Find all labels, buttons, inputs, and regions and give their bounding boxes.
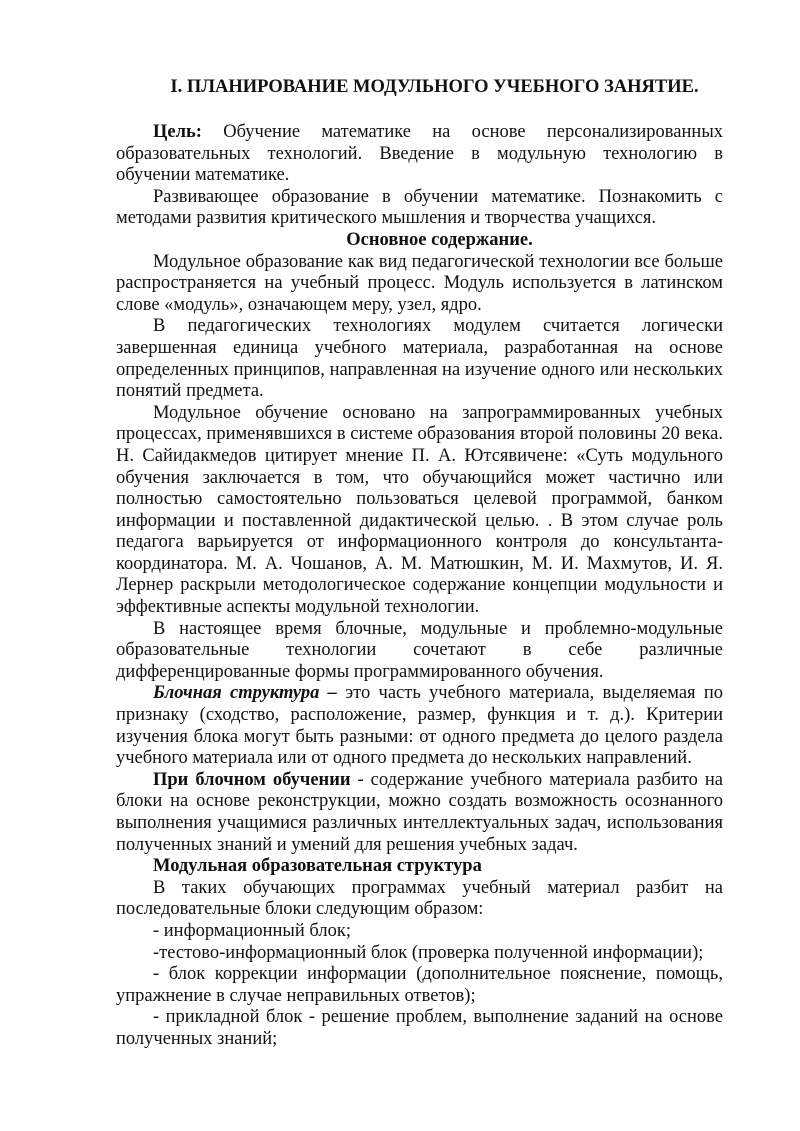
intro-paragraph-2: Развивающее образование в обучении математике. Познакомить с методами развития критического мышления и творчества учащихся. [116,186,723,229]
paragraph-2: В педагогических технологиях модулем считается логически завершенная единица учебного материала, разработанная на основе определенных принципов, направленная на изучение одного или нескольких понятий предмета. [116,316,723,402]
block-learning-term: При блочном обучении [153,769,351,790]
paragraph-4: В настоящее время блочные, модульные и проблемно-модульные образовательные технологии сочетают в себе различные дифференцированные формы программированного обучения. [116,618,723,682]
paragraph-1: Модульное образование как вид педагогической технологии все больше распространяется на учебный процесс. Модуль используется в латинском слове «модуль», означающем меру, узел, ядро. [116,251,723,315]
block-structure-text: это часть учебного материала, выделяемая по признаку (сходство, расположение, размер, функция и т. д.). Критерии изучения блока могут быть разными: от одного предмета до целого раздела учебного материала или от одного предмета до нескольких направлений. [116,683,723,769]
list-item: - прикладной блок - решение проблем, выполнение заданий на основе полученных знаний; [116,1007,723,1049]
list-item: - блок коррекции информации (дополнительное пояснение, помощь, упражнение в случае неправильных ответов); [116,964,723,1006]
block-learning-paragraph [116,770,723,856]
paragraph-3: Модульное обучение основано на запрограммированных учебных процессах, применявшихся в системе образования второй половины 20 века. Н. Сайидакмедов цитирует мнение П. А. Ютсявичене: «Суть модульного обучения заключается в том, что обучающийся может частично или полностью самостоятельно пользоваться целевой программой, банком информации и поставленной дидактической целью. . В этом случае роль педагога варьируется от информационного контроля до консультанта-координатора. М. А. Чошанов, А. М. Матюшкин, М. И. Махмутов, И. Я. Лернер раскрыли методологическое содержание концепции модульности и эффективные аспекты модульной технологии. [116,402,723,618]
modular-structure-heading: Модульная образовательная структура [153,856,482,877]
goal-paragraph [116,122,723,187]
block-structure-paragraph [116,683,723,769]
block-learning-text: - содержание учебного материала разбито на блоки на основе реконструкции, можно создать возможность осознанного выполнения учащимися различных интеллектуальных задач, использования полученных знаний и умений для решения учебных задач. [116,769,723,855]
block-structure-term: Блочная структура – [153,683,337,704]
page-title: I. ПЛАНИРОВАНИЕ МОДУЛЬНОГО УЧЕБНОГО ЗАНЯТИЕ. [170,77,699,97]
modular-intro-paragraph: В таких обучающих программах учебный материал разбит на последовательные блоки следующим образом: [116,877,723,920]
main-content-heading: Основное содержание. [346,229,533,250]
list-item: - информационный блок; [153,920,351,941]
goal-label: Цель: [153,122,202,142]
goal-text: Обучение математике на основе персонализированных образовательных технологий. Введение в модульную технологию в обучении математике. [116,122,723,186]
list-item: -тестово-информационный блок (проверка полученной информации); [153,942,704,963]
document-page [116,76,723,1051]
